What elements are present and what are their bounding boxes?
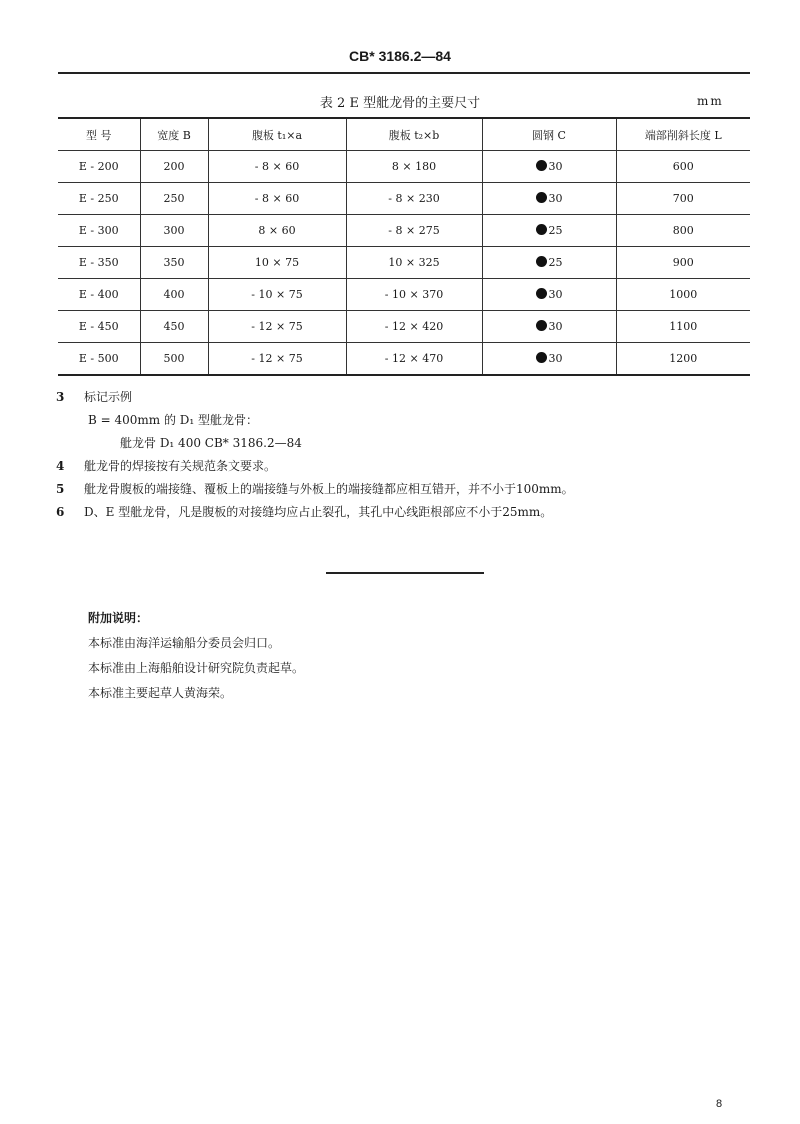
table-row bbox=[58, 183, 750, 215]
note-5 bbox=[56, 478, 756, 501]
cell-web-1: - 8 × 60 bbox=[208, 183, 346, 215]
note-6 bbox=[56, 501, 756, 524]
cell-web-2: 8 × 180 bbox=[346, 151, 482, 183]
cell-web-2: - 12 × 470 bbox=[346, 343, 482, 376]
cell-round-bar bbox=[482, 151, 616, 183]
marking-example-line-2: 舭龙骨 D₁ 400 CB* 3186.2—84 bbox=[120, 436, 302, 450]
note-text: 舭龙骨的焊接按有关规范条文要求。 bbox=[84, 459, 277, 473]
round-bar-icon bbox=[536, 160, 547, 171]
round-bar-icon bbox=[536, 288, 547, 299]
cell-end-length: 1000 bbox=[616, 279, 750, 311]
cell-web-1: 8 × 60 bbox=[208, 215, 346, 247]
cell-model: E - 300 bbox=[58, 215, 140, 247]
note-text: D、E 型舭龙骨，凡是腹板的对接缝均应占止裂孔，其孔中心线距根部应不小于25mm。 bbox=[84, 505, 553, 519]
cell-end-length: 600 bbox=[616, 151, 750, 183]
cell-width: 400 bbox=[140, 279, 208, 311]
note-number: 6 bbox=[56, 505, 65, 519]
cell-web-1: - 8 × 60 bbox=[208, 151, 346, 183]
cell-width: 500 bbox=[140, 343, 208, 376]
note-number: 5 bbox=[56, 482, 65, 496]
note-text: 舭龙骨腹板的端接缝、覆板上的端接缝与外板上的端接缝都应相互错开，并不小于100mm。 bbox=[84, 482, 574, 496]
col-header-web-plate-1: 腹板 t₁×a bbox=[208, 118, 346, 151]
cell-round-bar bbox=[482, 279, 616, 311]
note-text: 标记示例 bbox=[84, 390, 133, 404]
dimension-table bbox=[58, 117, 750, 376]
round-bar-icon bbox=[536, 320, 547, 331]
cell-web-2: - 12 × 420 bbox=[346, 311, 482, 343]
cell-end-length: 900 bbox=[616, 247, 750, 279]
table-row bbox=[58, 311, 750, 343]
additional-notes-title: 附加说明： bbox=[88, 611, 149, 625]
round-bar-value: 30 bbox=[548, 288, 563, 301]
page-number: 8 bbox=[716, 1098, 723, 1110]
cell-model: E - 450 bbox=[58, 311, 140, 343]
col-header-web-plate-2: 腹板 t₂×b bbox=[346, 118, 482, 151]
cell-model: E - 350 bbox=[58, 247, 140, 279]
round-bar-value: 30 bbox=[548, 160, 563, 173]
cell-width: 250 bbox=[140, 183, 208, 215]
round-bar-icon bbox=[536, 256, 547, 267]
cell-model: E - 500 bbox=[58, 343, 140, 376]
cell-web-2: - 8 × 230 bbox=[346, 183, 482, 215]
marking-example-line-1: B = 400mm 的 D₁ 型舭龙骨： bbox=[88, 413, 259, 427]
table-row bbox=[58, 151, 750, 183]
notes-section bbox=[56, 386, 756, 524]
table-header-row bbox=[58, 118, 750, 151]
cell-end-length: 1200 bbox=[616, 343, 750, 376]
cell-end-length: 800 bbox=[616, 215, 750, 247]
round-bar-value: 25 bbox=[548, 224, 563, 237]
col-header-round-bar: 圆钢 C bbox=[482, 118, 616, 151]
col-header-end-taper-length: 端部削斜长度 L bbox=[616, 118, 750, 151]
cell-width: 450 bbox=[140, 311, 208, 343]
cell-web-2: - 8 × 275 bbox=[346, 215, 482, 247]
cell-web-1: - 12 × 75 bbox=[208, 311, 346, 343]
round-bar-value: 30 bbox=[548, 352, 563, 365]
cell-model: E - 250 bbox=[58, 183, 140, 215]
table-caption: 表 2 E 型舭龙骨的主要尺寸 bbox=[319, 96, 481, 111]
table-row bbox=[58, 279, 750, 311]
round-bar-icon bbox=[536, 352, 547, 363]
cell-model: E - 200 bbox=[58, 151, 140, 183]
additional-line: 本标准主要起草人黄海荣。 bbox=[88, 686, 233, 700]
cell-model: E - 400 bbox=[58, 279, 140, 311]
table-row bbox=[58, 247, 750, 279]
cell-end-length: 1100 bbox=[616, 311, 750, 343]
cell-end-length: 700 bbox=[616, 183, 750, 215]
round-bar-value: 25 bbox=[548, 256, 563, 269]
cell-round-bar bbox=[482, 311, 616, 343]
round-bar-value: 30 bbox=[548, 320, 563, 333]
round-bar-value: 30 bbox=[548, 192, 563, 205]
cell-web-2: - 10 × 370 bbox=[346, 279, 482, 311]
header-rule bbox=[58, 72, 750, 74]
round-bar-icon bbox=[536, 192, 547, 203]
note-number: 3 bbox=[56, 390, 65, 404]
end-rule bbox=[326, 572, 484, 574]
table-row bbox=[58, 343, 750, 376]
table-row bbox=[58, 215, 750, 247]
cell-round-bar bbox=[482, 247, 616, 279]
note-4 bbox=[56, 455, 756, 478]
table-unit: mm bbox=[697, 94, 724, 108]
cell-width: 350 bbox=[140, 247, 208, 279]
cell-round-bar bbox=[482, 215, 616, 247]
note-number: 4 bbox=[56, 459, 65, 473]
cell-web-1: 10 × 75 bbox=[208, 247, 346, 279]
round-bar-icon bbox=[536, 224, 547, 235]
additional-line: 本标准由上海船舶设计研究院负责起草。 bbox=[88, 661, 305, 675]
cell-web-1: - 12 × 75 bbox=[208, 343, 346, 376]
cell-round-bar bbox=[482, 343, 616, 376]
col-header-model: 型 号 bbox=[58, 118, 140, 151]
cell-web-2: 10 × 325 bbox=[346, 247, 482, 279]
additional-notes bbox=[88, 606, 304, 706]
note-3 bbox=[56, 386, 756, 409]
cell-web-1: - 10 × 75 bbox=[208, 279, 346, 311]
cell-round-bar bbox=[482, 183, 616, 215]
cell-width: 200 bbox=[140, 151, 208, 183]
standard-code: CB* 3186.2—84 bbox=[349, 48, 451, 64]
additional-line: 本标准由海洋运输船分委员会归口。 bbox=[88, 636, 281, 650]
col-header-width: 宽度 B bbox=[140, 118, 208, 151]
cell-width: 300 bbox=[140, 215, 208, 247]
